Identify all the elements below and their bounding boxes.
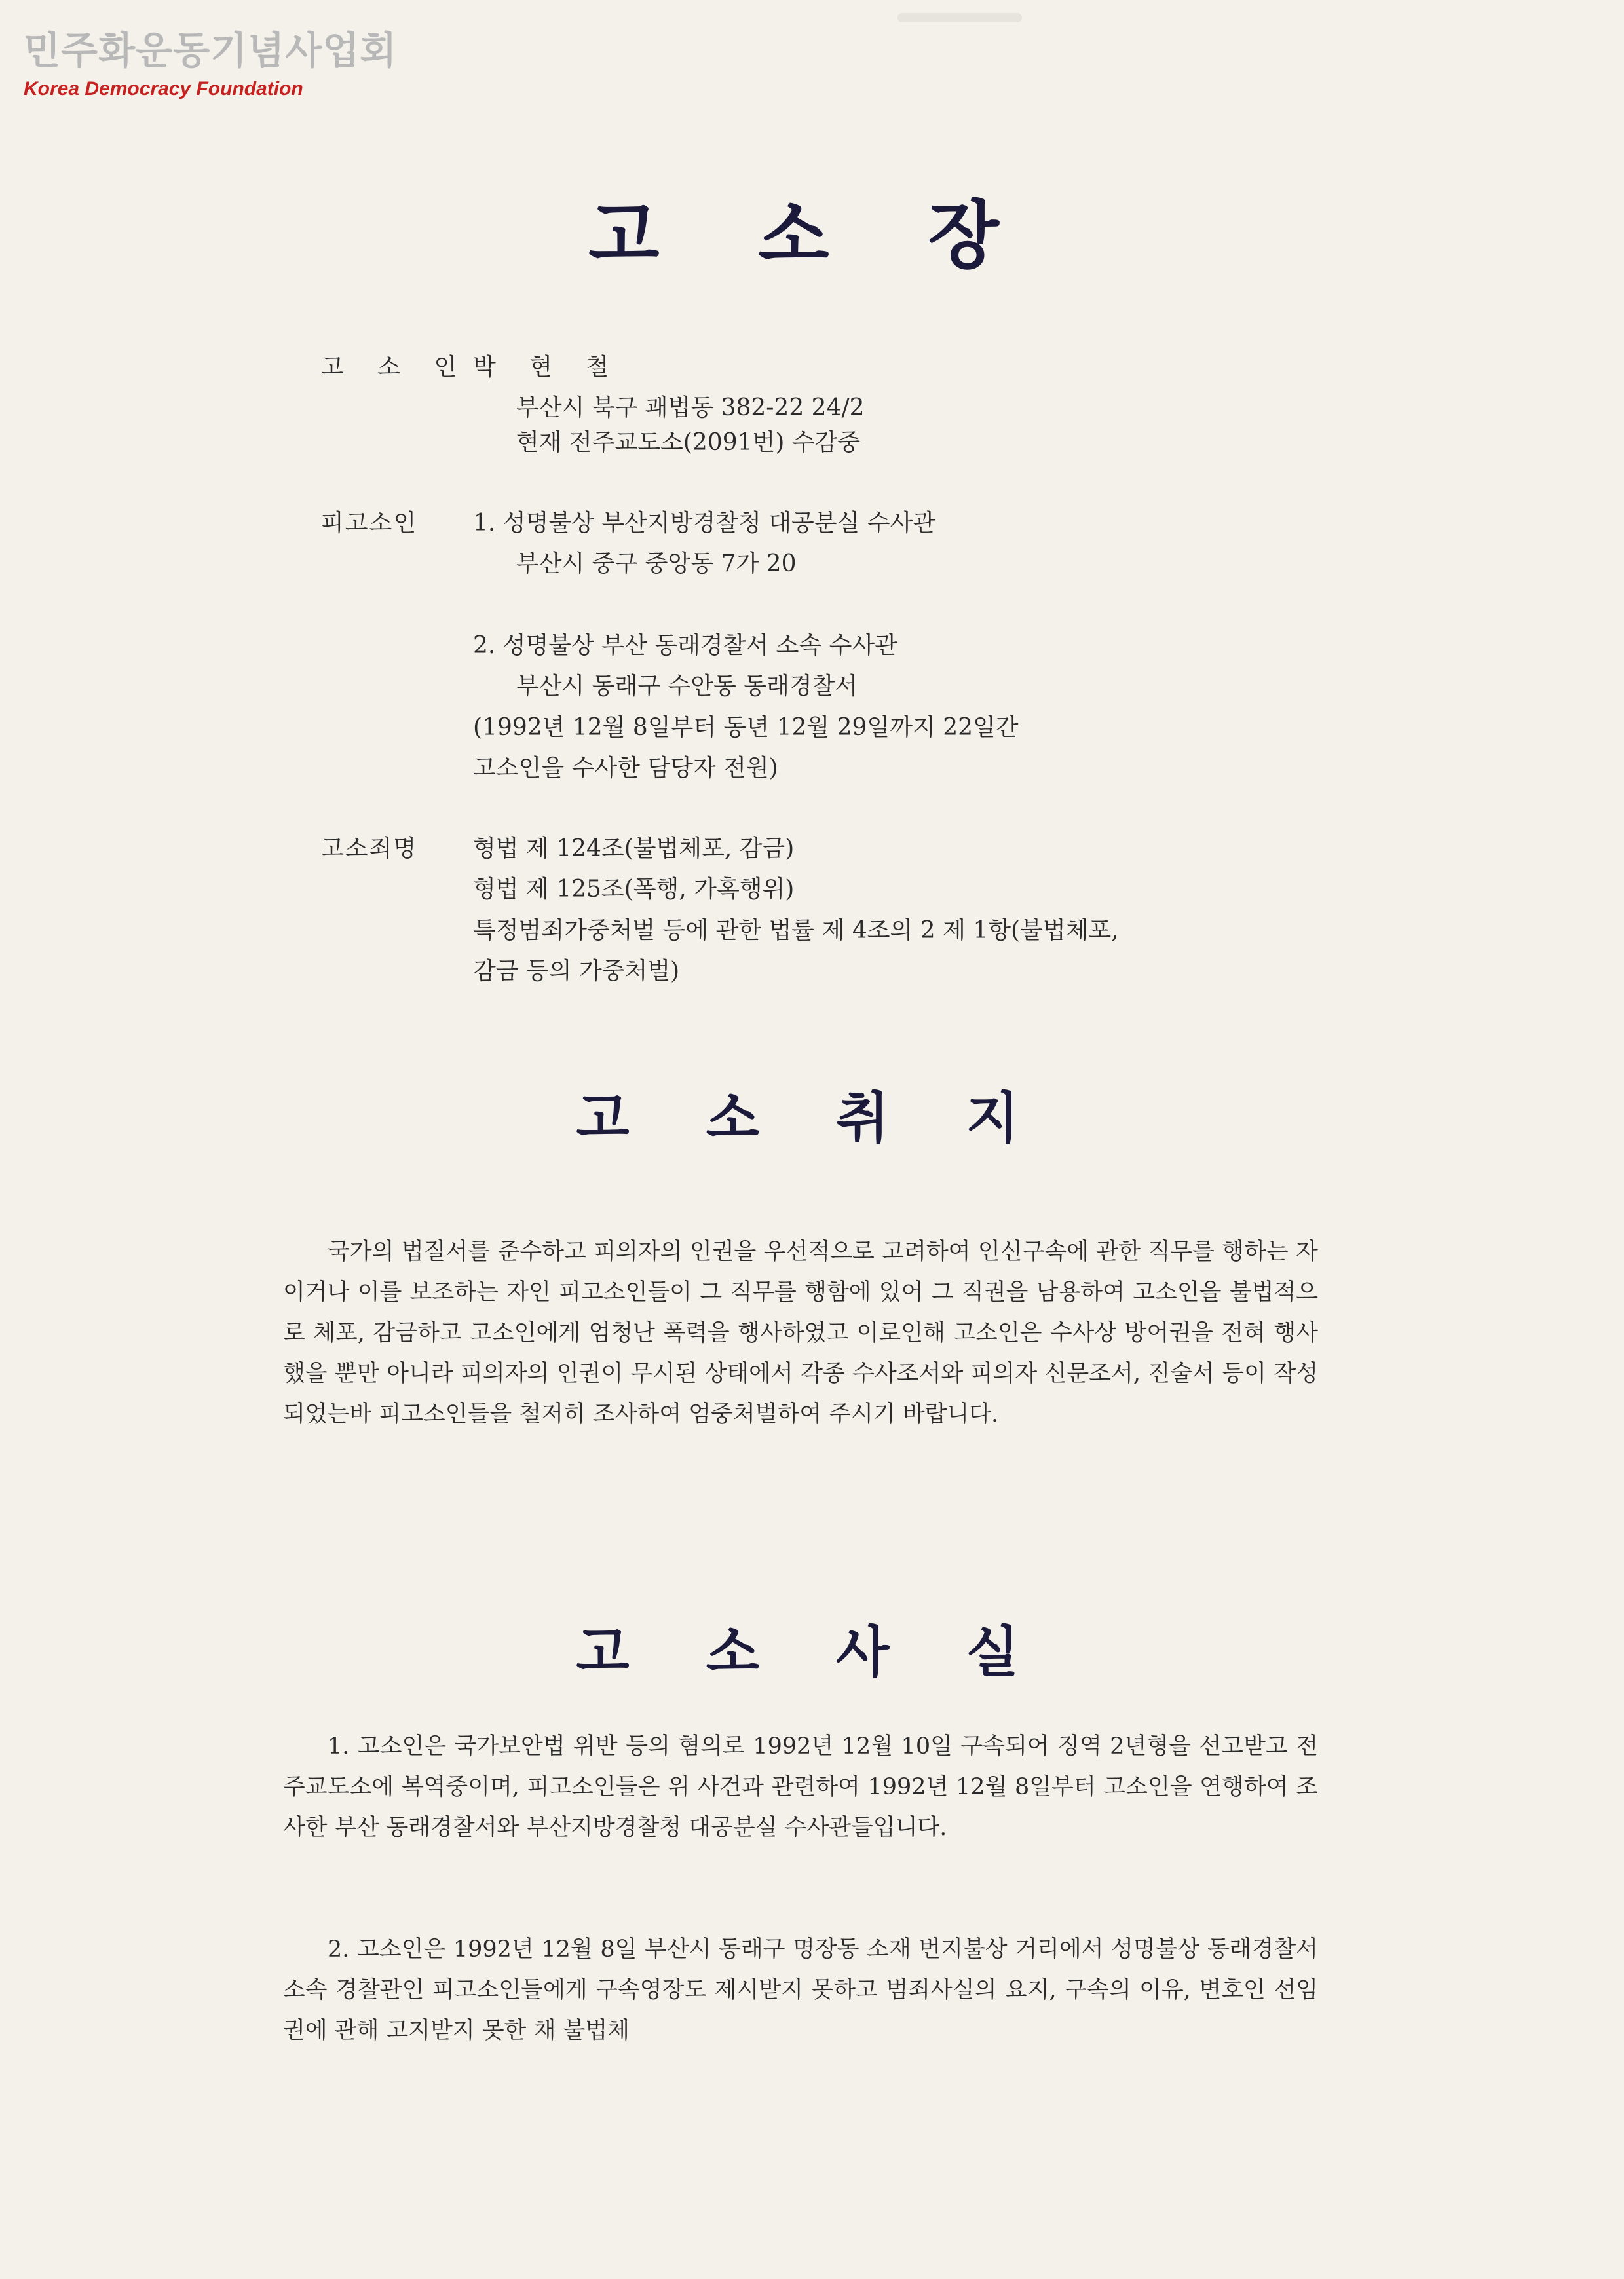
complainant-address: 부산시 북구 괘법동 382-22 24/2 — [516, 394, 865, 421]
watermark-english: Korea Democracy Foundation — [24, 78, 303, 100]
charge-line: 특정범죄가중처벌 등에 관한 법률 제 4조의 2 제 1항(불법체포, — [473, 917, 1119, 944]
charges-label: 고소죄명 — [321, 835, 418, 862]
charge-line: 형법 제 125조(폭행, 가혹행위) — [473, 876, 795, 903]
paper-scuff — [897, 13, 1022, 22]
watermark-korean: 민주화운동기념사업회 — [24, 28, 398, 73]
document-title: 고 소 장 — [588, 193, 1036, 278]
facts-heading: 고 소 사 실 — [576, 1619, 1048, 1684]
accused-1-line1: 1. 성명불상 부산지방경찰청 대공분실 수사관 — [473, 510, 936, 537]
purpose-paragraph: 국가의 법질서를 준수하고 피의자의 인권을 우선적으로 고려하여 인신구속에 관한 직무를 행하는 자이거나 이를 보조하는 자인 피고소인들이 그 직무를 행함에 있어 그 직권을 남용하여 고소인을 불법적으로 체포, 감금하고 고소인에게 엄청난 폭력을 행사하였고 이로인해 고소인은 수사상 방어권을 전혀 행사했을 뿐만 아니라 피의자의 인권이 무시된 상태에서 각종 수사조서와 피의자 신문조서, 진술서 등이 작성되었는바 피고소인들을 철저히 조사하여 엄중처벌하여 주시기 바랍니다. — [283, 1239, 1318, 1427]
accused-label: 피고소인 — [321, 510, 418, 537]
accused-2-line1: 2. 성명불상 부산 동래경찰서 소속 수사관 — [473, 632, 897, 659]
complainant-label: 고 소 인 — [321, 354, 470, 381]
facts-paragraph-1: 1. 고소인은 국가보안법 위반 등의 혐의로 1992년 12월 10일 구속되어 징역 2년형을 선고받고 전주교도소에 복역중이며, 피고소인들은 위 사건과 관련하여 1992년 12월 8일부터 고소인을 연행하여 조사한 부산 동래경찰서와 부산지방경찰청 대공분실 수사관들입니다. — [283, 1733, 1318, 1841]
charge-line: 형법 제 124조(불법체포, 감금) — [473, 835, 795, 862]
accused-note-line2: 고소인을 수사한 담당자 전원) — [473, 755, 778, 782]
accused-note-line1: (1992년 12월 8일부터 동년 12월 29일까지 22일간 — [473, 714, 1019, 741]
charge-line: 감금 등의 가중처벌) — [473, 958, 680, 985]
facts-paragraph-2: 2. 고소인은 1992년 12월 8일 부산시 동래구 명장동 소재 번지불상 거리에서 성명불상 동래경찰서 소속 경찰관인 피고소인들에게 구속영장도 제시받지 못하고 범죄사실의 요지, 구속의 이유, 변호인 선임권에 관해 고지받지 못한 채 불법체 — [283, 1936, 1318, 2044]
complainant-name: 박 현 철 — [473, 354, 622, 381]
accused-1-line2: 부산시 중구 중앙동 7가 20 — [516, 550, 797, 577]
watermark-logo — [24, 28, 397, 102]
purpose-heading: 고 소 취 지 — [576, 1085, 1048, 1150]
accused-2-line2: 부산시 동래구 수안동 동래경찰서 — [516, 673, 858, 700]
complainant-status: 현재 전주교도소(2091번) 수감중 — [516, 429, 861, 456]
